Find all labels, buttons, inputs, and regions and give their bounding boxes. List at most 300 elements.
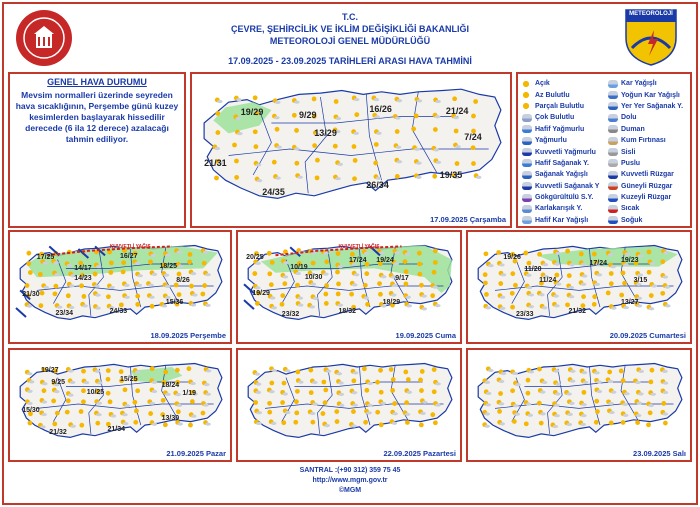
weather-symbol-icon — [522, 171, 532, 179]
sun-icon — [187, 366, 192, 371]
sun-icon — [52, 422, 57, 427]
cloud-icon — [455, 145, 461, 148]
cloud-icon — [374, 115, 380, 118]
cloud-icon — [97, 381, 103, 384]
sun-icon — [592, 294, 597, 299]
turkey-map — [468, 232, 690, 342]
weather-symbol-icon — [608, 137, 618, 145]
cloud-icon — [663, 412, 669, 415]
sun-icon — [148, 260, 153, 265]
cloud-icon — [650, 393, 656, 396]
map-panel-tuesday — [466, 348, 692, 462]
cloud-icon — [635, 381, 641, 384]
sun-icon — [53, 284, 58, 289]
sun-icon — [267, 271, 272, 276]
sun-icon — [323, 292, 328, 297]
legend-item — [522, 203, 610, 214]
cloud-icon — [352, 283, 358, 286]
cloud-icon — [566, 423, 572, 426]
sun-icon — [349, 292, 354, 297]
cloud-icon — [476, 176, 482, 179]
cloud-icon — [135, 262, 141, 265]
sun-icon — [311, 261, 316, 266]
cloud-icon — [638, 370, 644, 373]
sun-icon — [455, 161, 460, 166]
mgm-logo-text: METEOROLOJİ — [629, 11, 673, 17]
sun-icon — [81, 388, 86, 393]
sun-icon — [66, 293, 71, 298]
cloud-icon — [649, 307, 655, 310]
sun-icon — [565, 302, 570, 307]
sun-icon — [132, 400, 137, 405]
legend-item-label: Sıcak — [621, 205, 640, 213]
cloud-icon — [420, 412, 426, 415]
cloud-icon — [499, 402, 505, 405]
legend-item-label: Yağmurlu — [535, 137, 567, 145]
sun-icon — [315, 175, 320, 180]
legend-item — [522, 78, 610, 89]
general-weather-box — [8, 72, 186, 228]
cloud-icon — [285, 369, 291, 372]
legend-item — [522, 158, 610, 169]
sun-icon — [404, 269, 409, 274]
cloud-icon — [391, 293, 397, 296]
cloud-icon — [274, 116, 280, 119]
cloud-icon — [488, 369, 494, 372]
sun-icon — [513, 283, 518, 288]
sun-icon — [414, 113, 419, 118]
sun-icon — [269, 282, 274, 287]
legend-item-label: Yoğun Kar Yağışlı — [621, 91, 680, 99]
sun-icon — [294, 399, 299, 404]
weather-symbol-icon — [522, 159, 532, 167]
sun-icon — [363, 283, 368, 288]
cloud-icon — [407, 391, 413, 394]
sun-icon — [189, 284, 194, 289]
temperature-label: 19/35 — [439, 169, 463, 180]
weather-symbol-icon — [608, 171, 618, 179]
sun-icon — [417, 262, 422, 267]
cloud-icon — [376, 132, 382, 135]
sun-icon — [419, 283, 424, 288]
legend-item-label: Çok Bulutlu — [535, 114, 575, 122]
sun-icon — [365, 302, 370, 307]
cloud-icon — [555, 252, 561, 255]
weather-symbol-icon — [608, 80, 618, 88]
sun-icon — [404, 282, 409, 287]
weather-symbol-icon — [522, 205, 532, 213]
cloud-icon — [396, 146, 402, 149]
cloud-icon — [569, 263, 575, 266]
temperature-label: 23/33 — [516, 310, 534, 318]
sun-icon — [391, 377, 396, 382]
sun-icon — [663, 421, 668, 426]
sun-icon — [523, 251, 528, 256]
cloud-icon — [421, 294, 427, 297]
sun-icon — [621, 420, 626, 425]
sun-icon — [135, 302, 140, 307]
sun-icon — [253, 129, 258, 134]
cloud-icon — [435, 100, 441, 103]
sun-icon — [134, 409, 139, 414]
cloud-icon — [486, 392, 492, 395]
cloud-icon — [236, 98, 242, 101]
sun-icon — [430, 412, 435, 417]
sun-icon — [419, 423, 424, 428]
sun-icon — [404, 400, 409, 405]
temperature-label: 21/32 — [568, 308, 587, 315]
cloud-icon — [275, 101, 281, 104]
sun-icon — [660, 259, 665, 264]
cloud-icon — [514, 413, 520, 416]
sun-icon — [119, 302, 124, 307]
temperature-label: 20/25 — [246, 254, 264, 262]
cloud-icon — [351, 424, 357, 427]
cloud-icon — [580, 423, 586, 426]
sun-icon — [473, 99, 478, 104]
sun-icon — [635, 420, 640, 425]
sun-icon — [161, 398, 166, 403]
temperature-label: 11/20 — [524, 265, 542, 273]
sun-icon — [432, 174, 437, 179]
temperature-label: 18/25 — [159, 263, 178, 271]
cloud-icon — [623, 414, 629, 417]
cloud-icon — [485, 403, 491, 406]
cloud-icon — [29, 380, 35, 383]
temperature-label: 21/24 — [445, 106, 469, 117]
cloud-icon — [594, 371, 600, 374]
cloud-icon — [568, 286, 574, 289]
cloud-icon — [70, 425, 76, 428]
cloud-icon — [555, 392, 561, 395]
cloud-icon — [485, 381, 491, 384]
sun-icon — [267, 251, 272, 256]
temperature-label: 17/24 — [589, 259, 608, 267]
cloud-icon — [485, 306, 491, 309]
cloud-icon — [665, 286, 671, 289]
cloud-icon — [323, 273, 329, 276]
header-date-range: 17.09.2025 - 23.09.2025 TARİHLERİ ARASI HAVA TAHMİNİ — [228, 56, 472, 66]
cloud-icon — [335, 177, 341, 180]
sun-icon — [81, 369, 86, 374]
temperature-label: 8/26 — [176, 277, 190, 285]
cloud-icon — [27, 402, 33, 405]
cloud-icon — [123, 422, 129, 425]
cloud-icon — [125, 404, 131, 407]
legend-item — [608, 181, 696, 192]
sun-icon — [215, 111, 220, 116]
sun-icon — [202, 261, 207, 266]
general-weather-text: Mevsim normalleri üzerinde seyreden hava sıcaklığının, Perşembe günü kuzey kesimlerden başlayarak hissedilir derecede (6 ila 12 derece) azalacağı tahmin ediliyor. — [15, 90, 179, 144]
cloud-icon — [485, 412, 491, 415]
temperature-label: 15/30 — [22, 406, 40, 414]
cloud-icon — [392, 412, 398, 415]
sun-icon — [119, 369, 124, 374]
temperature-label: 17/25 — [36, 254, 55, 262]
cloud-icon — [397, 99, 403, 102]
cloud-icon — [554, 370, 560, 373]
cloud-icon — [257, 179, 263, 182]
header-tc: T.C. — [341, 12, 358, 22]
cloud-icon — [27, 372, 33, 375]
cloud-icon — [353, 132, 359, 135]
sun-icon — [649, 293, 654, 298]
cloud-icon — [416, 176, 422, 179]
sun-icon — [55, 411, 60, 416]
sun-icon — [433, 127, 438, 132]
cloud-icon — [177, 404, 183, 407]
cloud-icon — [282, 392, 288, 395]
sun-icon — [364, 271, 369, 276]
cloud-icon — [583, 381, 589, 384]
sun-icon — [609, 421, 614, 426]
temperature-label: 17/24 — [349, 257, 367, 264]
cloud-icon — [501, 372, 507, 375]
cloud-icon — [283, 261, 289, 264]
cloud-icon — [610, 265, 616, 268]
cloud-icon — [339, 404, 345, 407]
sun-icon — [292, 113, 297, 118]
cloud-icon — [323, 252, 329, 255]
legend-column-2 — [608, 78, 696, 226]
sun-icon — [272, 160, 277, 165]
sun-icon — [38, 303, 43, 308]
cloud-icon — [624, 392, 630, 395]
cloud-icon — [276, 146, 282, 149]
cloud-icon — [96, 413, 102, 416]
sun-icon — [275, 127, 280, 132]
sun-icon — [234, 159, 239, 164]
legend-item-label: Parçalı Bulutlu — [535, 102, 585, 110]
panel-date-label: 19.09.2025 Cuma — [395, 331, 456, 340]
cloud-icon — [567, 413, 573, 416]
sun-icon — [253, 400, 258, 405]
sun-icon — [294, 161, 299, 166]
cloud-icon — [553, 425, 559, 428]
sun-icon — [526, 391, 531, 396]
sun-icon — [176, 409, 181, 414]
cloud-icon — [581, 403, 587, 406]
sun-icon — [253, 144, 258, 149]
sun-icon — [294, 410, 299, 415]
sun-icon — [377, 281, 382, 286]
cloud-icon — [337, 265, 343, 268]
sun-icon — [582, 390, 587, 395]
cloud-icon — [41, 413, 47, 416]
cloud-icon — [609, 411, 615, 414]
temperature-label: 9/29 — [299, 110, 317, 120]
cloud-icon — [515, 383, 521, 386]
cloud-icon — [569, 295, 575, 298]
weather-symbol-icon — [522, 125, 532, 133]
sun-icon — [354, 112, 359, 117]
sun-icon — [433, 420, 438, 425]
cloud-icon — [367, 404, 373, 407]
sun-icon — [81, 399, 86, 404]
temperature-label: 3/15 — [633, 277, 648, 285]
cloud-icon — [82, 304, 88, 307]
sun-icon — [93, 272, 98, 277]
cloud-icon — [364, 296, 370, 299]
cloud-icon — [27, 390, 33, 393]
cloud-icon — [570, 380, 576, 383]
cloud-icon — [528, 293, 534, 296]
sun-icon — [188, 252, 193, 257]
temperature-label: 18/29 — [382, 299, 401, 307]
legend-item-label: Açık — [535, 80, 550, 88]
sun-icon — [483, 281, 488, 286]
sun-icon — [432, 389, 437, 394]
footer-copyright: ©MGM — [338, 487, 362, 494]
sun-icon — [471, 161, 476, 166]
weather-symbol-icon — [522, 194, 532, 202]
cloud-icon — [96, 265, 102, 268]
cloud-icon — [95, 294, 101, 297]
legend-item — [522, 192, 610, 203]
sun-icon — [352, 176, 357, 181]
cloud-icon — [67, 264, 73, 267]
panel-date-label: 17.09.2025 Çarşamba — [430, 215, 506, 224]
turkey-map — [238, 232, 460, 342]
cloud-icon — [192, 293, 198, 296]
legend-item-label: Kum Fırtınası — [621, 137, 666, 145]
cloud-icon — [95, 307, 101, 310]
legend-item — [522, 124, 610, 135]
sun-icon — [420, 369, 425, 374]
legend-item — [522, 89, 610, 100]
sun-icon — [648, 379, 653, 384]
cloud-icon — [70, 381, 76, 384]
footer-website[interactable]: http://www.mgm.gov.tr — [312, 477, 388, 484]
cloud-icon — [204, 383, 210, 386]
header-ministry: ÇEVRE, ŞEHİRCİLİK VE İKLİM DEĞİŞİKLİĞİ BAKANLIĞI — [230, 24, 470, 34]
cloud-icon — [499, 380, 505, 383]
cloud-icon — [597, 273, 603, 276]
cloud-icon — [367, 382, 373, 385]
cloud-icon — [435, 403, 441, 406]
weather-symbol-icon — [608, 125, 618, 133]
legend-item-label: Gökgürültülü S.Y. — [535, 194, 594, 202]
panel-date-label: 23.09.2025 Salı — [633, 449, 686, 458]
sun-icon — [255, 301, 260, 306]
cloud-icon — [581, 283, 587, 286]
sun-icon — [390, 388, 395, 393]
sun-icon — [606, 291, 611, 296]
legend-item — [608, 146, 696, 157]
cloud-icon — [256, 163, 262, 166]
cloud-icon — [500, 296, 506, 299]
weather-symbol-icon — [608, 205, 618, 213]
cloud-icon — [256, 383, 262, 386]
legend-item — [522, 181, 610, 192]
cloud-icon — [405, 296, 411, 299]
cloud-icon — [623, 306, 629, 309]
cloud-icon — [528, 305, 534, 308]
sun-icon — [28, 421, 33, 426]
sun-icon — [42, 388, 47, 393]
weather-symbol-icon — [608, 114, 618, 122]
temperature-label: 14/17 — [74, 264, 92, 272]
temperature-label: 16/26 — [369, 103, 392, 114]
sun-icon — [323, 400, 328, 405]
sun-icon — [510, 388, 515, 393]
sun-icon — [353, 158, 358, 163]
cloud-icon — [165, 285, 171, 288]
cloud-icon — [324, 424, 330, 427]
cloud-icon — [256, 422, 262, 425]
cloud-icon — [69, 306, 75, 309]
cloud-icon — [124, 296, 130, 299]
sun-icon — [433, 260, 438, 265]
sun-icon — [282, 381, 287, 386]
temperature-label: 19/29 — [252, 290, 270, 298]
sun-icon — [26, 251, 31, 256]
cloud-icon — [151, 254, 157, 257]
cloud-icon — [255, 262, 261, 265]
sun-icon — [350, 252, 355, 257]
cloud-icon — [395, 116, 401, 119]
sun-icon — [621, 271, 626, 276]
cloud-icon — [542, 306, 548, 309]
sun-icon — [309, 390, 314, 395]
cloud-icon — [553, 295, 559, 298]
weather-symbol-icon — [522, 102, 532, 110]
cloud-icon — [205, 393, 211, 396]
sun-icon — [537, 367, 542, 372]
cloud-icon — [271, 422, 277, 425]
panel-date-label: 18.09.2025 Perşembe — [150, 331, 226, 340]
cloud-icon — [205, 304, 211, 307]
cloud-icon — [354, 98, 360, 101]
sun-icon — [389, 367, 394, 372]
cloud-icon — [190, 382, 196, 385]
sun-icon — [496, 250, 501, 255]
sun-icon — [108, 399, 113, 404]
sun-icon — [510, 291, 515, 296]
legend-item — [522, 135, 610, 146]
cloud-icon — [237, 132, 243, 135]
sun-icon — [252, 271, 257, 276]
sun-icon — [526, 378, 531, 383]
cloud-icon — [152, 390, 158, 393]
legend-item-label: Kuvvetli Sağanak Y — [535, 182, 600, 190]
sun-icon — [81, 294, 86, 299]
sun-icon — [65, 410, 70, 415]
cloud-icon — [397, 160, 403, 163]
temperature-label: 11/24 — [539, 277, 557, 285]
legend-item-label: Duman — [621, 125, 645, 133]
sun-icon — [267, 401, 272, 406]
weather-symbol-icon — [522, 80, 532, 88]
weather-symbol-icon — [522, 114, 532, 122]
sun-icon — [379, 422, 384, 427]
sun-icon — [133, 420, 138, 425]
cloud-icon — [435, 304, 441, 307]
sun-icon — [121, 260, 126, 265]
turkey-map — [192, 74, 510, 226]
sun-icon — [594, 399, 599, 404]
cloud-icon — [42, 382, 48, 385]
cloud-icon — [374, 98, 380, 101]
sun-icon — [406, 377, 411, 382]
temperature-label: 10/30 — [304, 273, 323, 281]
cloud-icon — [96, 402, 102, 405]
temperature-label: 13/30 — [161, 414, 180, 422]
cloud-icon — [310, 412, 316, 415]
sun-icon — [190, 399, 195, 404]
cloud-icon — [405, 413, 411, 416]
cloud-icon — [570, 370, 576, 373]
